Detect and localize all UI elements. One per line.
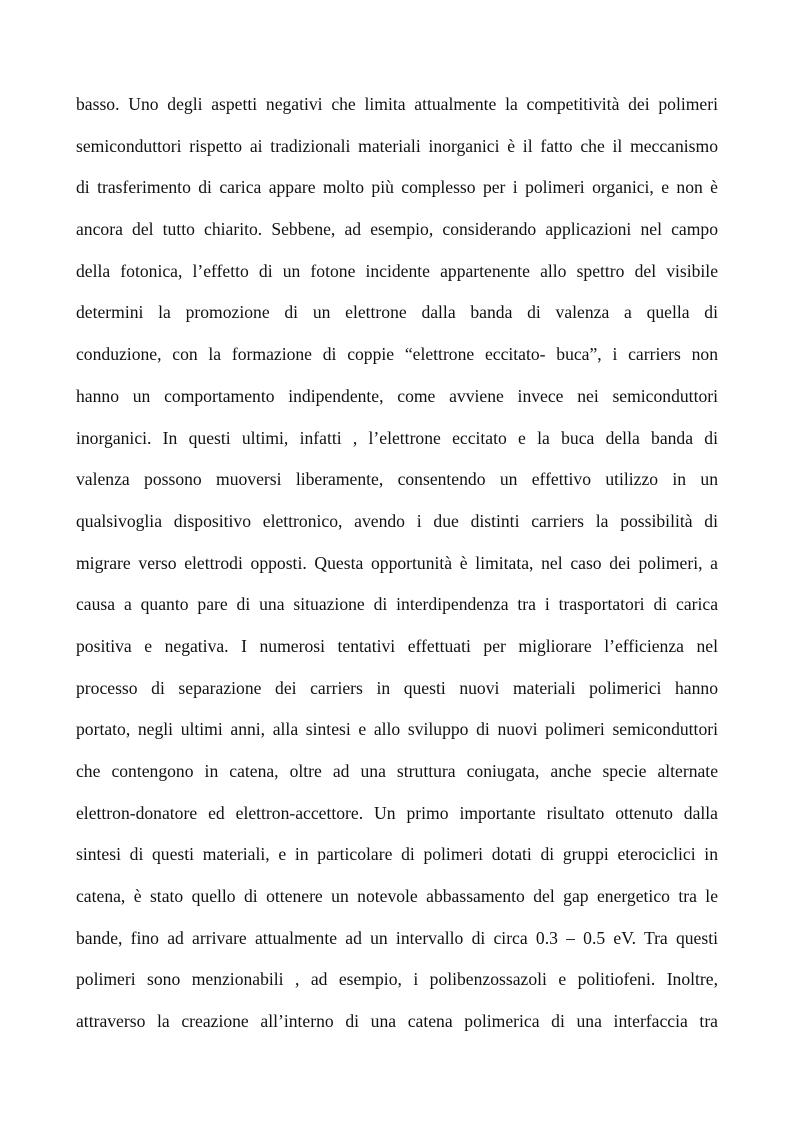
text-line-3: di trasferimento di carica appare molto più complesso per i polimeri organici, e non è [76,177,718,198]
text-line-6: determini la promozione di un elettrone dalla banda di valenza a quella di [76,302,718,323]
text-line-11: qualsivoglia dispositivo elettronico, avendo i due distinti carriers la possibilità di [76,510,718,531]
text-line-2: semiconduttori rispetto ai tradizionali materiali inorganici è il fatto che il meccanismo [76,135,718,156]
text-line-19: sintesi di questi materiali, e in particolare di polimeri dotati di gruppi eterociclici in [76,844,718,865]
text-line-9: inorganici. In questi ultimi, infatti , l’elettrone eccitato e la buca della banda di [76,427,718,448]
body-text [76,92,718,1051]
text-line-7: conduzione, con la formazione di coppie “elettrone eccitato- buca”, i carriers non [76,344,718,365]
text-line-13: causa a quanto pare di una situazione di interdipendenza tra i trasportatori di carica [76,594,718,615]
text-line-15: processo di separazione dei carriers in questi nuovi materiali polimerici hanno [76,677,718,698]
text-line-21: bande, fino ad arrivare attualmente ad un intervallo di circa 0.3 – 0.5 eV. Tra questi [76,927,718,948]
text-line-8: hanno un comportamento indipendente, come avviene invece nei semiconduttori [76,385,718,406]
text-line-4: ancora del tutto chiarito. Sebbene, ad esempio, considerando applicazioni nel campo [76,219,718,240]
text-line-23: attraverso la creazione all’interno di una catena polimerica di una interfaccia tra [76,1011,718,1032]
text-line-16: portato, negli ultimi anni, alla sintesi e allo sviluppo di nuovi polimeri semiconduttori [76,719,718,740]
text-line-22: polimeri sono menzionabili , ad esempio, i polibenzossazoli e politiofeni. Inoltre, [76,969,718,990]
text-line-17: che contengono in catena, oltre ad una struttura coniugata, anche specie alternate [76,761,718,781]
text-line-1: basso. Uno degli aspetti negativi che limita attualmente la competitività dei polimeri [76,94,718,114]
text-line-5: della fotonica, l’effetto di un fotone incidente appartenente allo spettro del visibile [76,260,718,281]
text-line-14: positiva e negativa. I numerosi tentativi effettuati per migliorare l’efficienza nel [76,635,718,656]
text-line-18: elettron-donatore ed elettron-accettore. Un primo importante risultato ottenuto dalla [76,802,718,823]
text-line-20: catena, è stato quello di ottenere un notevole abbassamento del gap energetico tra le [76,886,718,907]
text-line-10: valenza possono muoversi liberamente, consentendo un effettivo utilizzo in un [76,469,718,490]
text-line-12: migrare verso elettrodi opposti. Questa opportunità è limitata, nel caso dei polimeri, a [76,552,718,573]
